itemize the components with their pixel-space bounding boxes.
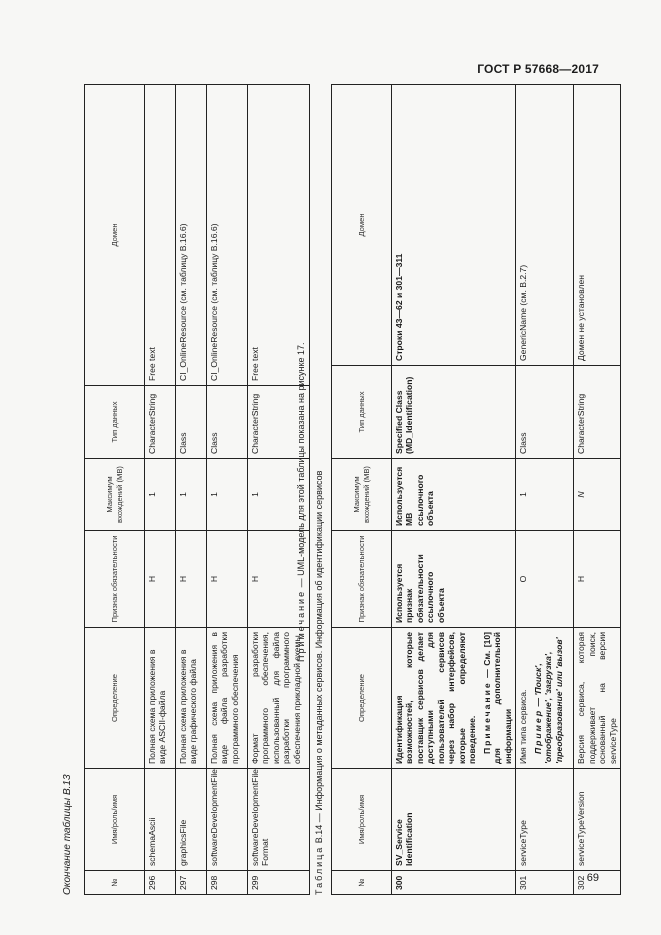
page-number: 69 bbox=[586, 872, 599, 884]
cell-type: CharacterString bbox=[145, 386, 176, 459]
table-header-row bbox=[85, 85, 145, 895]
table-row bbox=[176, 85, 207, 895]
cell-max: Используется МВ ссылочного объекта bbox=[392, 459, 516, 531]
cell-obligation: Используется признак обязательности ссылочного объекта bbox=[392, 531, 516, 628]
cell-type: Class bbox=[516, 366, 574, 459]
cell-number: 297 bbox=[176, 871, 207, 895]
cell-number: 300 bbox=[392, 871, 516, 895]
cell-name: graphicsFile bbox=[176, 769, 207, 871]
definition-text: Имя типа сервиса. bbox=[518, 689, 529, 764]
cell-definition: Формат разработки программного обеспечения, использованный для файла разработки программного обеспечения прикладной схемы bbox=[248, 628, 310, 769]
col-header-number: № bbox=[85, 871, 145, 895]
table-b13-end bbox=[84, 84, 310, 895]
cell-definition bbox=[392, 628, 516, 769]
cell-domain: Строки 43—62 и 301—311 bbox=[392, 85, 516, 366]
table-row bbox=[392, 85, 516, 895]
cell-type: Specified Class (MD_Identification) bbox=[392, 366, 516, 459]
cell-domain: Free text bbox=[248, 85, 310, 386]
table-header-row bbox=[332, 85, 392, 895]
col-header-domain: Домен bbox=[332, 85, 392, 366]
cell-number: 296 bbox=[145, 871, 176, 895]
note-label: Примечание bbox=[296, 589, 306, 662]
cell-domain: CI_OnlineResource (см. таблицу В.16.6) bbox=[207, 85, 248, 386]
cell-definition bbox=[516, 628, 574, 769]
cell-type: Class bbox=[176, 386, 207, 459]
cell-max: 1 bbox=[207, 459, 248, 531]
cell-max: 1 bbox=[248, 459, 310, 531]
cell-domain: GenericName (см. В.2.7) bbox=[516, 85, 574, 366]
caption-label: Таблица bbox=[314, 845, 324, 895]
cell-name: softwareDevelopmentFile bbox=[207, 769, 248, 871]
note-text: — UML-модель для этой таблицы показана на рисунке 17. bbox=[296, 342, 306, 590]
cell-definition: Версия сервиса, которая поддерживает поиск, основанный на версии serviceType bbox=[574, 628, 621, 769]
cell-obligation: Н bbox=[574, 531, 621, 628]
standard-header: ГОСТ Р 57668—2017 bbox=[477, 62, 599, 76]
cell-name: softwareDevelopmentFile Format bbox=[248, 769, 310, 871]
cell-type: CharacterString bbox=[574, 366, 621, 459]
table-row bbox=[516, 85, 574, 895]
cell-obligation: Н bbox=[145, 531, 176, 628]
table-row bbox=[207, 85, 248, 895]
cell-definition: Полная схема приложения в виде графического файла bbox=[176, 628, 207, 769]
cell-definition: Полная схема приложения в виде файла разработки программного обеспечения bbox=[207, 628, 248, 769]
example-label: Пример bbox=[532, 708, 543, 754]
col-header-number: № bbox=[332, 871, 392, 895]
cell-obligation: О bbox=[516, 531, 574, 628]
cell-number: 302 bbox=[574, 871, 621, 895]
cell-domain: Домен не установлен bbox=[574, 85, 621, 366]
note-text: — См. [10] для дополнительной информации bbox=[481, 632, 513, 764]
cell-name: schemaAscii bbox=[145, 769, 176, 871]
col-header-name: Имя/роль/имя bbox=[85, 769, 145, 871]
table-caption-continuation: Окончание таблицы В.13 bbox=[62, 774, 73, 895]
col-header-obligation: Признак обязательности bbox=[85, 531, 145, 628]
cell-definition: Полная схема приложения в виде ASCII-файла bbox=[145, 628, 176, 769]
col-header-max-occurrence: Максимум вхождений (МВ) bbox=[332, 459, 392, 531]
cell-domain: Free text bbox=[145, 85, 176, 386]
table-row bbox=[574, 85, 621, 895]
col-header-data-type: Тип данных bbox=[85, 386, 145, 459]
cell-name: SV_Service Identification bbox=[392, 769, 516, 871]
col-header-definition: Определение bbox=[85, 628, 145, 769]
cell-name: serviceTypeVersion bbox=[574, 769, 621, 871]
cell-obligation: Н bbox=[207, 531, 248, 628]
col-header-domain: Домен bbox=[85, 85, 145, 386]
cell-domain: CI_OnlineResource (см. таблицу В.16.6) bbox=[176, 85, 207, 386]
col-header-definition: Определение bbox=[332, 628, 392, 769]
cell-max: 1 bbox=[145, 459, 176, 531]
cell-max: 1 bbox=[516, 459, 574, 531]
cell-number: 301 bbox=[516, 871, 574, 895]
table-b14 bbox=[331, 84, 621, 895]
col-header-data-type: Тип данных bbox=[332, 366, 392, 459]
col-header-obligation: Признак обязательности bbox=[332, 531, 392, 628]
table-row bbox=[145, 85, 176, 895]
definition-text: Идентификация возможностей, которые поставщик сервисов делает доступными для пользователей сервисов через набор интерфейсов, которые определяют поведение. bbox=[394, 632, 478, 764]
table-note bbox=[296, 342, 306, 662]
cell-obligation: Н bbox=[248, 531, 310, 628]
cell-number: 298 bbox=[207, 871, 248, 895]
col-header-name: Имя/роль/имя bbox=[332, 769, 392, 871]
note-label: Примечание bbox=[481, 681, 492, 754]
cell-name: serviceType bbox=[516, 769, 574, 871]
col-header-max-occurrence: Максимум вхождений (МВ) bbox=[85, 459, 145, 531]
cell-max: N bbox=[574, 459, 621, 531]
cell-type: Class bbox=[207, 386, 248, 459]
cell-number: 299 bbox=[248, 871, 310, 895]
cell-type: CharacterString bbox=[248, 386, 310, 459]
caption-text: В.14 — Информация о метаданных сервисов. Информация об идентификации сервисов bbox=[314, 470, 324, 846]
example-text: — 'Поиск', 'отображение', 'загрузка', 'преобразование' или 'вызов' bbox=[532, 637, 564, 764]
cell-obligation: Н bbox=[176, 531, 207, 628]
cell-max: 1 bbox=[176, 459, 207, 531]
table-caption bbox=[314, 471, 324, 895]
